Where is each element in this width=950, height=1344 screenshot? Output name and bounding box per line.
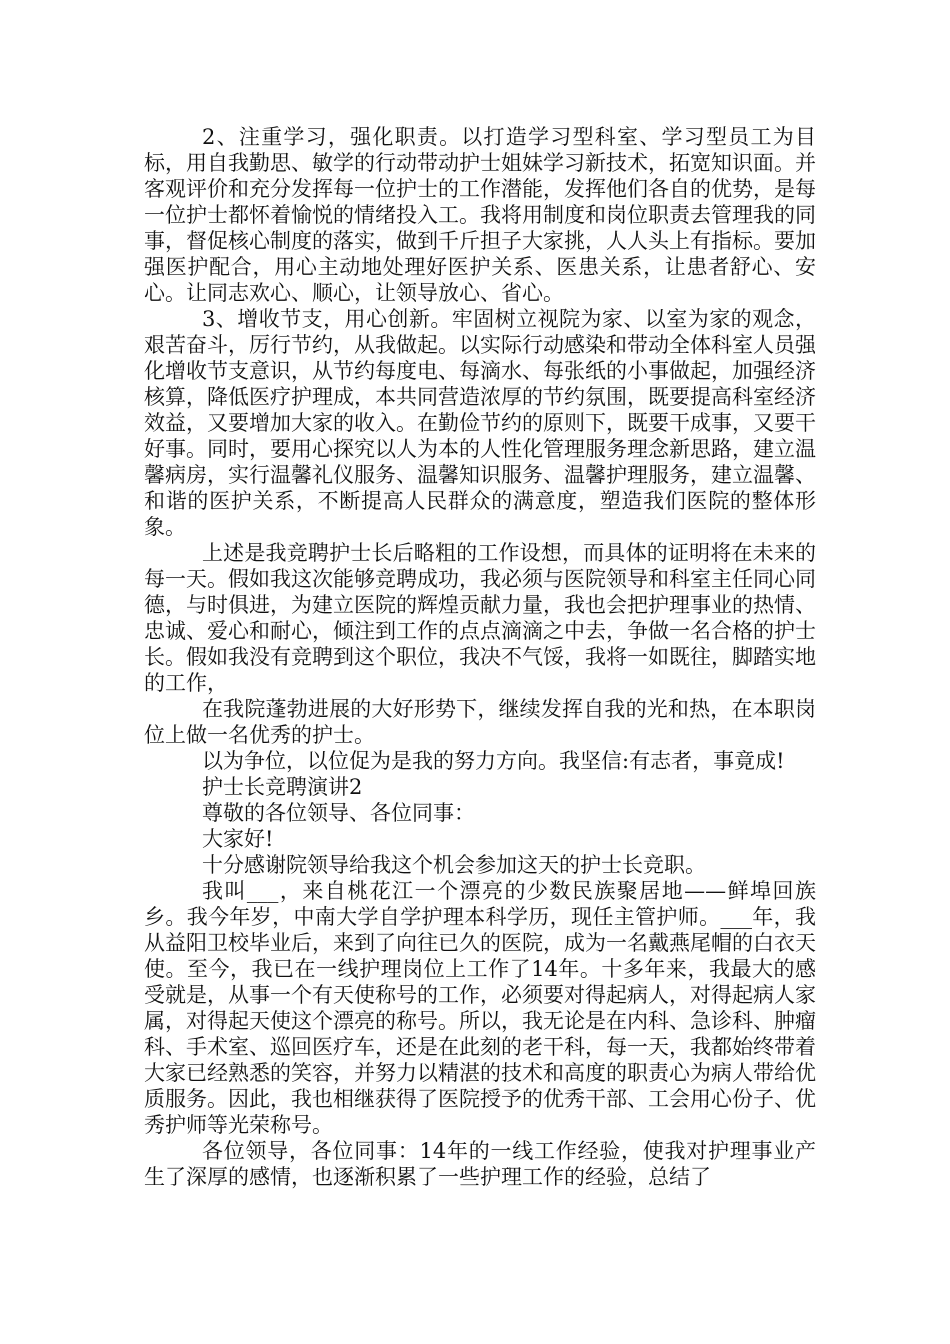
paragraph-summary: 上述是我竞聘护士长后略粗的工作设想，而具体的证明将在未来的每一天。假如我这次能够竞聘成功，我必须与医院领导和科室主任同心同德，与时俱进，为建立医院的辉煌贡献力量，我也会把护理事业的热情、忠诚、爱心和耐心，倾注到工作的点点滴滴之中去，争做一名合格的护士长。假如我没有竞聘到这个职位，我决不气馁，我将一如既往，脚踏实地的工作，	[144, 541, 816, 695]
paragraph-motto: 以为争位，以位促为是我的努力方向。我坚信:有志者，事竟成!	[202, 749, 785, 773]
paragraph-introduction: 我叫___，来自桃花江一个漂亮的少数民族聚居地——鲜埠回族乡。我今年岁，中南大学自学护理本科学历，现任主管护师。___年，我从益阳卫校毕业后，来到了向往已久的医院，成为一名戴燕尾帽的白衣天使。至今，我已在一线护理岗位上工作了14年。十多年来，我最大的感受就是，从事一个有天使称号的工作，必须要对得起病人，对得起病人家属，对得起天使这个漂亮的称号。所以，我无论是在内科、急诊科、肿瘤科、手术室、巡回医疗车，还是在此刻的老干科，每一天，我都始终带着大家已经熟悉的笑容，并努力以精湛的技术和高度的职责心为病人带给优质服务。因此，我也相继获得了医院授予的优秀干部、工会用心份子、优秀护师等光荣称号。	[144, 879, 816, 1137]
paragraph-experience: 各位领导，各位同事：14年的一线工作经验，使我对护理事业产生了深厚的感情，也逐渐积累了一些护理工作的经验，总结了	[144, 1139, 816, 1189]
paragraph-continue: 在我院蓬勃进展的大好形势下，继续发挥自我的光和热，在本职岗位上做一名优秀的护士。	[144, 697, 816, 747]
salutation: 尊敬的各位领导、各位同事：	[202, 801, 475, 825]
paragraph-point-3: 3、增收节支，用心创新。牢固树立视院为家、以室为家的观念，艰苦奋斗，厉行节约，从我做起。以实际行动感染和带动全体科室人员强化增收节支意识，从节约每度电、每滴水、每张纸的小事做起，加强经济核算，降低医疗护理成，本共同营造浓厚的节约氛围，既要提高科室经济效益，又要增加大家的收入。在勤俭节约的原则下，既要干成事，又要干好事。同时，要用心探究以人为本的人性化管理服务理念新思路，建立温馨病房，实行温馨礼仪服务、温馨知识服务、温馨护理服务，建立温馨、和谐的医护关系，不断提高人民群众的满意度，塑造我们医院的整体形象。	[144, 307, 816, 539]
paragraph-point-2: 2、注重学习，强化职责。以打造学习型科室、学习型员工为目标，用自我勤思、敏学的行动带动护士姐妹学习新技术，拓宽知识面。并客观评价和充分发挥每一位护士的工作潜能，发挥他们各自的优势，是每一位护士都怀着愉悦的情绪投入工。我将用制度和岗位职责去管理我的同事，督促核心制度的落实，做到千斤担子大家挑，人人头上有指标。要加强医护配合，用心主动地处理好医护关系、医患关系，让患者舒心、安心。让同志欢心、顺心，让领导放心、省心。	[144, 125, 816, 305]
document-body	[144, 124, 816, 1190]
greeting: 大家好!	[202, 827, 274, 851]
paragraph-thanks: 十分感谢院领导给我这个机会参加这天的护士长竞职。	[202, 853, 706, 877]
section-heading: 护士长竞聘演讲2	[202, 775, 363, 799]
